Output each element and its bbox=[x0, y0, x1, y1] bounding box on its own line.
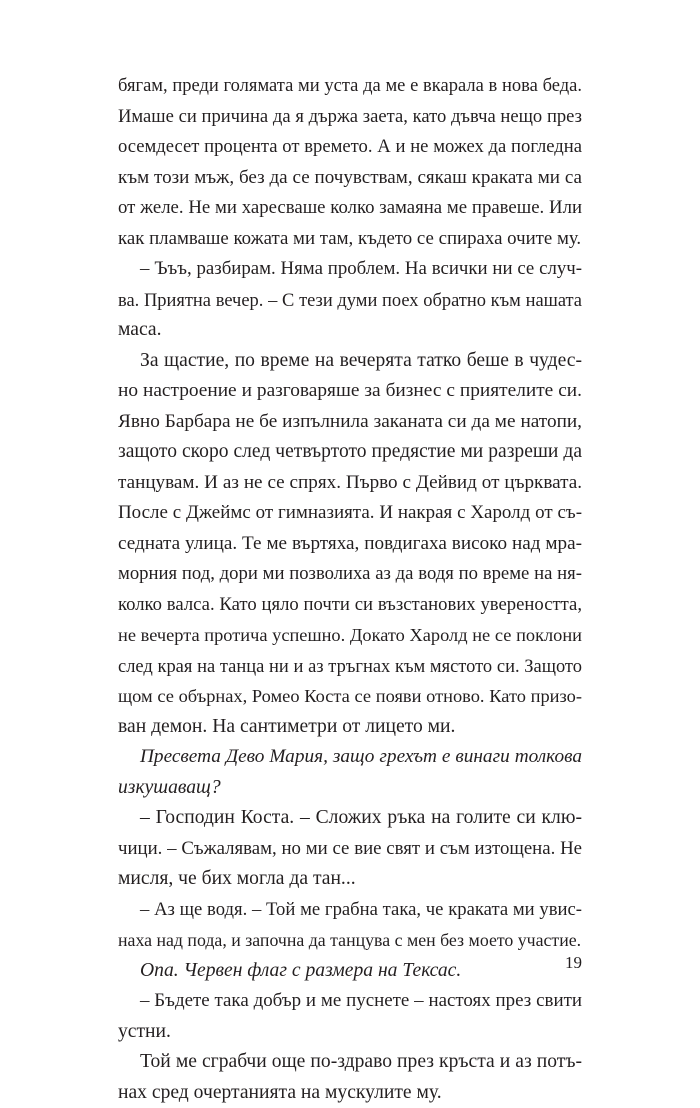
text-line: танцувам. И аз не се спрях. Първо с Дейвид от църквата. bbox=[118, 468, 582, 499]
text-line: Той ме сграбчи още по-здраво през кръста и аз потъ- bbox=[118, 1047, 582, 1078]
text-line: след края на танца ни и аз тръгнах към мястото си. Защото bbox=[118, 651, 582, 682]
text-line: но настроение и разговаряше за бизнес с приятелите си. bbox=[118, 376, 582, 407]
text-line: не вечерта протича успешно. Докато Харолд не се поклони bbox=[118, 620, 582, 651]
text-line: Опа. Червен флаг с размера на Тексас. bbox=[118, 956, 582, 987]
text-line: наха над пода, и започна да танцува с мен без моето участие. bbox=[118, 925, 582, 956]
text-line: защото скоро след четвъртото предястие ми разреши да bbox=[118, 437, 582, 468]
text-line: към този мъж, без да се почувствам, сякаш краката ми са bbox=[118, 163, 582, 194]
text-line: осемдесет процента от времето. А и не можех да погледна bbox=[118, 132, 582, 163]
text-line: щом се обърнах, Ромео Коста се появи отново. Като призо- bbox=[118, 681, 582, 712]
text-line: изкушаващ? bbox=[118, 773, 582, 804]
text-line: ван демон. На сантиметри от лицето ми. bbox=[118, 712, 582, 743]
body-text bbox=[118, 71, 582, 1108]
text-line: от желе. Не ми харесваше колко замаяна ме правеше. Или bbox=[118, 193, 582, 224]
text-line: как пламваше кожата ми там, където се спираха очите му. bbox=[118, 224, 582, 255]
text-line: Имаше си причина да я държа заета, като дъвча нещо през bbox=[118, 102, 582, 133]
text-line: бягам, преди голямата ми уста да ме е вкарала в нова беда. bbox=[118, 71, 582, 102]
text-line: маса. bbox=[118, 315, 582, 346]
text-line: седната улица. Те ме въртяха, повдигаха високо над мра- bbox=[118, 529, 582, 560]
text-line: За щастие, по време на вечерята татко беше в чудес- bbox=[118, 346, 582, 377]
text-line: После с Джеймс от гимназията. И накрая с Харолд от съ- bbox=[118, 498, 582, 529]
text-line: – Аз ще водя. – Той ме грабна така, че краката ми увис- bbox=[118, 895, 582, 926]
text-line: – Ъъъ, разбирам. Няма проблем. На всички ни се случ- bbox=[118, 254, 582, 285]
text-line: колко валса. Като цяло почти си възстанових увереността, bbox=[118, 590, 582, 621]
text-line: Явно Барбара не бе изпълнила заканата си да ме натопи, bbox=[118, 407, 582, 438]
text-line: морния под, дори ми позволиха аз да водя по време на ня- bbox=[118, 559, 582, 590]
text-line: нах сред очертанията на мускулите му. bbox=[118, 1078, 582, 1108]
page-number: 19 bbox=[520, 952, 582, 974]
text-line: ва. Приятна вечер. – С тези думи поех обратно към нашата bbox=[118, 285, 582, 316]
text-line: чици. – Съжалявам, но ми се вие свят и съм изтощена. Не bbox=[118, 834, 582, 865]
text-line: Пресвета Дево Мария, защо грехът е винаги толкова bbox=[118, 742, 582, 773]
text-line: – Бъдете така добър и ме пуснете – настоях през свити bbox=[118, 986, 582, 1017]
text-line: – Господин Коста. – Сложих ръка на голите си клю- bbox=[118, 803, 582, 834]
text-line: устни. bbox=[118, 1017, 582, 1048]
text-line: мисля, че бих могла да тан... bbox=[118, 864, 582, 895]
